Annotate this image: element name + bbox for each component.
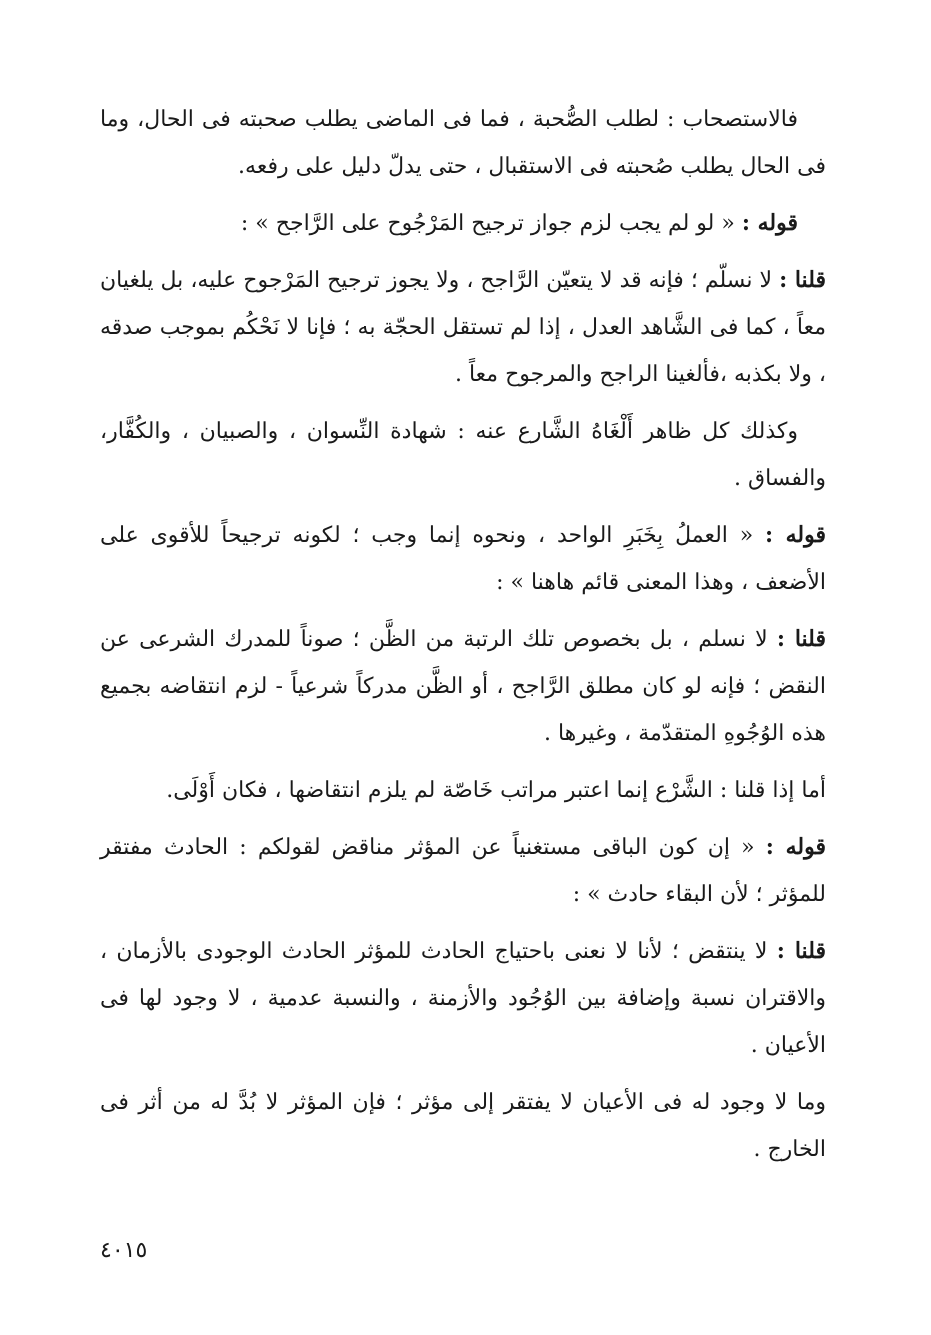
paragraph-6-lead: قلنا : <box>776 626 826 652</box>
paragraph-10-text: وما لا وجود له فى الأعيان لا يفتقر إلى مؤثر ؛ فإن المؤثر لا بُدَّ له من أثر فى الخارج . <box>100 1090 826 1162</box>
paragraph-2-lead: قوله : <box>741 210 798 236</box>
paragraph-8-text: « إن كون الباقى مستغنياً عن المؤثر مناقض لقولكم : الحادث مفتقر للمؤثر ؛ لأن البقاء حادث » : <box>100 835 826 907</box>
paragraph-8-lead: قوله : <box>765 834 826 860</box>
paragraph-10 <box>100 1079 826 1173</box>
paragraph-3-text: لا نسلّم ؛ فإنه قد لا يتعيّن الرَّاجح ، ولا يجوز ترجيح المَرْجوح عليه، بل يلغيان معاً ، كما فى الشَّاهد العدل ، إذا لم تستقل الحجّة به ؛ فإنا لا نَحْكُم بموجب صدقه ، ولا بكذبه ،فألغينا الراجح والمرجوح معاً . <box>100 268 826 387</box>
paragraph-1 <box>100 96 826 190</box>
paragraph-9-text: لا ينتقض ؛ لأنا لا نعنى باحتياج الحادث للمؤثر الحادث الوجودى بالأزمان ، والاقتران نسبة وإضافة بين الوُجُود والأزمنة ، والنسبة عدمية ، لا وجود لها فى الأعيان . <box>100 939 826 1058</box>
paragraph-5 <box>100 512 826 606</box>
paragraph-3-lead: قلنا : <box>779 267 826 293</box>
paragraph-6-text: لا نسلم ، بل بخصوص تلك الرتبة من الظَّن ؛ صوناً للمدرك الشرعى عن النقض ؛ فإنه لو كان مطلق الرَّاجح ، أو الظَّن مدركاً شرعياً - لزم انتقاضه بجميع هذه الوُجُوهِ المتقدّمة ، وغيرها . <box>100 627 826 746</box>
paragraph-4 <box>100 408 826 502</box>
paragraph-2-text: « لو لم يجب لزم جواز ترجيح المَرْجُوح على الرَّاجح » : <box>240 211 742 236</box>
paragraph-6 <box>100 616 826 757</box>
paragraph-9 <box>100 928 826 1069</box>
paragraph-2 <box>100 200 826 247</box>
paragraph-9-lead: قلنا : <box>776 938 826 964</box>
paragraph-3 <box>100 257 826 398</box>
paragraph-7 <box>100 767 826 814</box>
page-body <box>100 96 826 1183</box>
paragraph-8 <box>100 824 826 918</box>
page-number: ٤٠١٥ <box>100 1238 148 1263</box>
paragraph-1-text: فالاستصحاب : لطلب الصُّحبة ، فما فى الماضى يطلب صحبته فى الحال، وما فى الحال يطلب صُحبته فى الاستقبال ، حتى يدلّ دليل على رفعه. <box>100 107 826 179</box>
paragraph-5-lead: قوله : <box>765 522 826 548</box>
paragraph-7-text: أما إذا قلنا : الشَّرْع إنما اعتبر مراتب خَاصّة لم يلزم انتقاضها ، فكان أَوْلَى. <box>166 778 826 803</box>
paragraph-4-text: وكذلك كل ظاهر أَلْغَاهُ الشَّارع عنه : شهادة النِّسوان ، والصبيان ، والكُفَّار، والفساق . <box>100 419 826 491</box>
paragraph-5-text: « العملُ بِخَبَرِ الواحد ، ونحوه إنما وجب ؛ لكونه ترجيحاً للأقوى على الأضعف ، وهذا المعنى قائم هاهنا » : <box>100 523 826 595</box>
